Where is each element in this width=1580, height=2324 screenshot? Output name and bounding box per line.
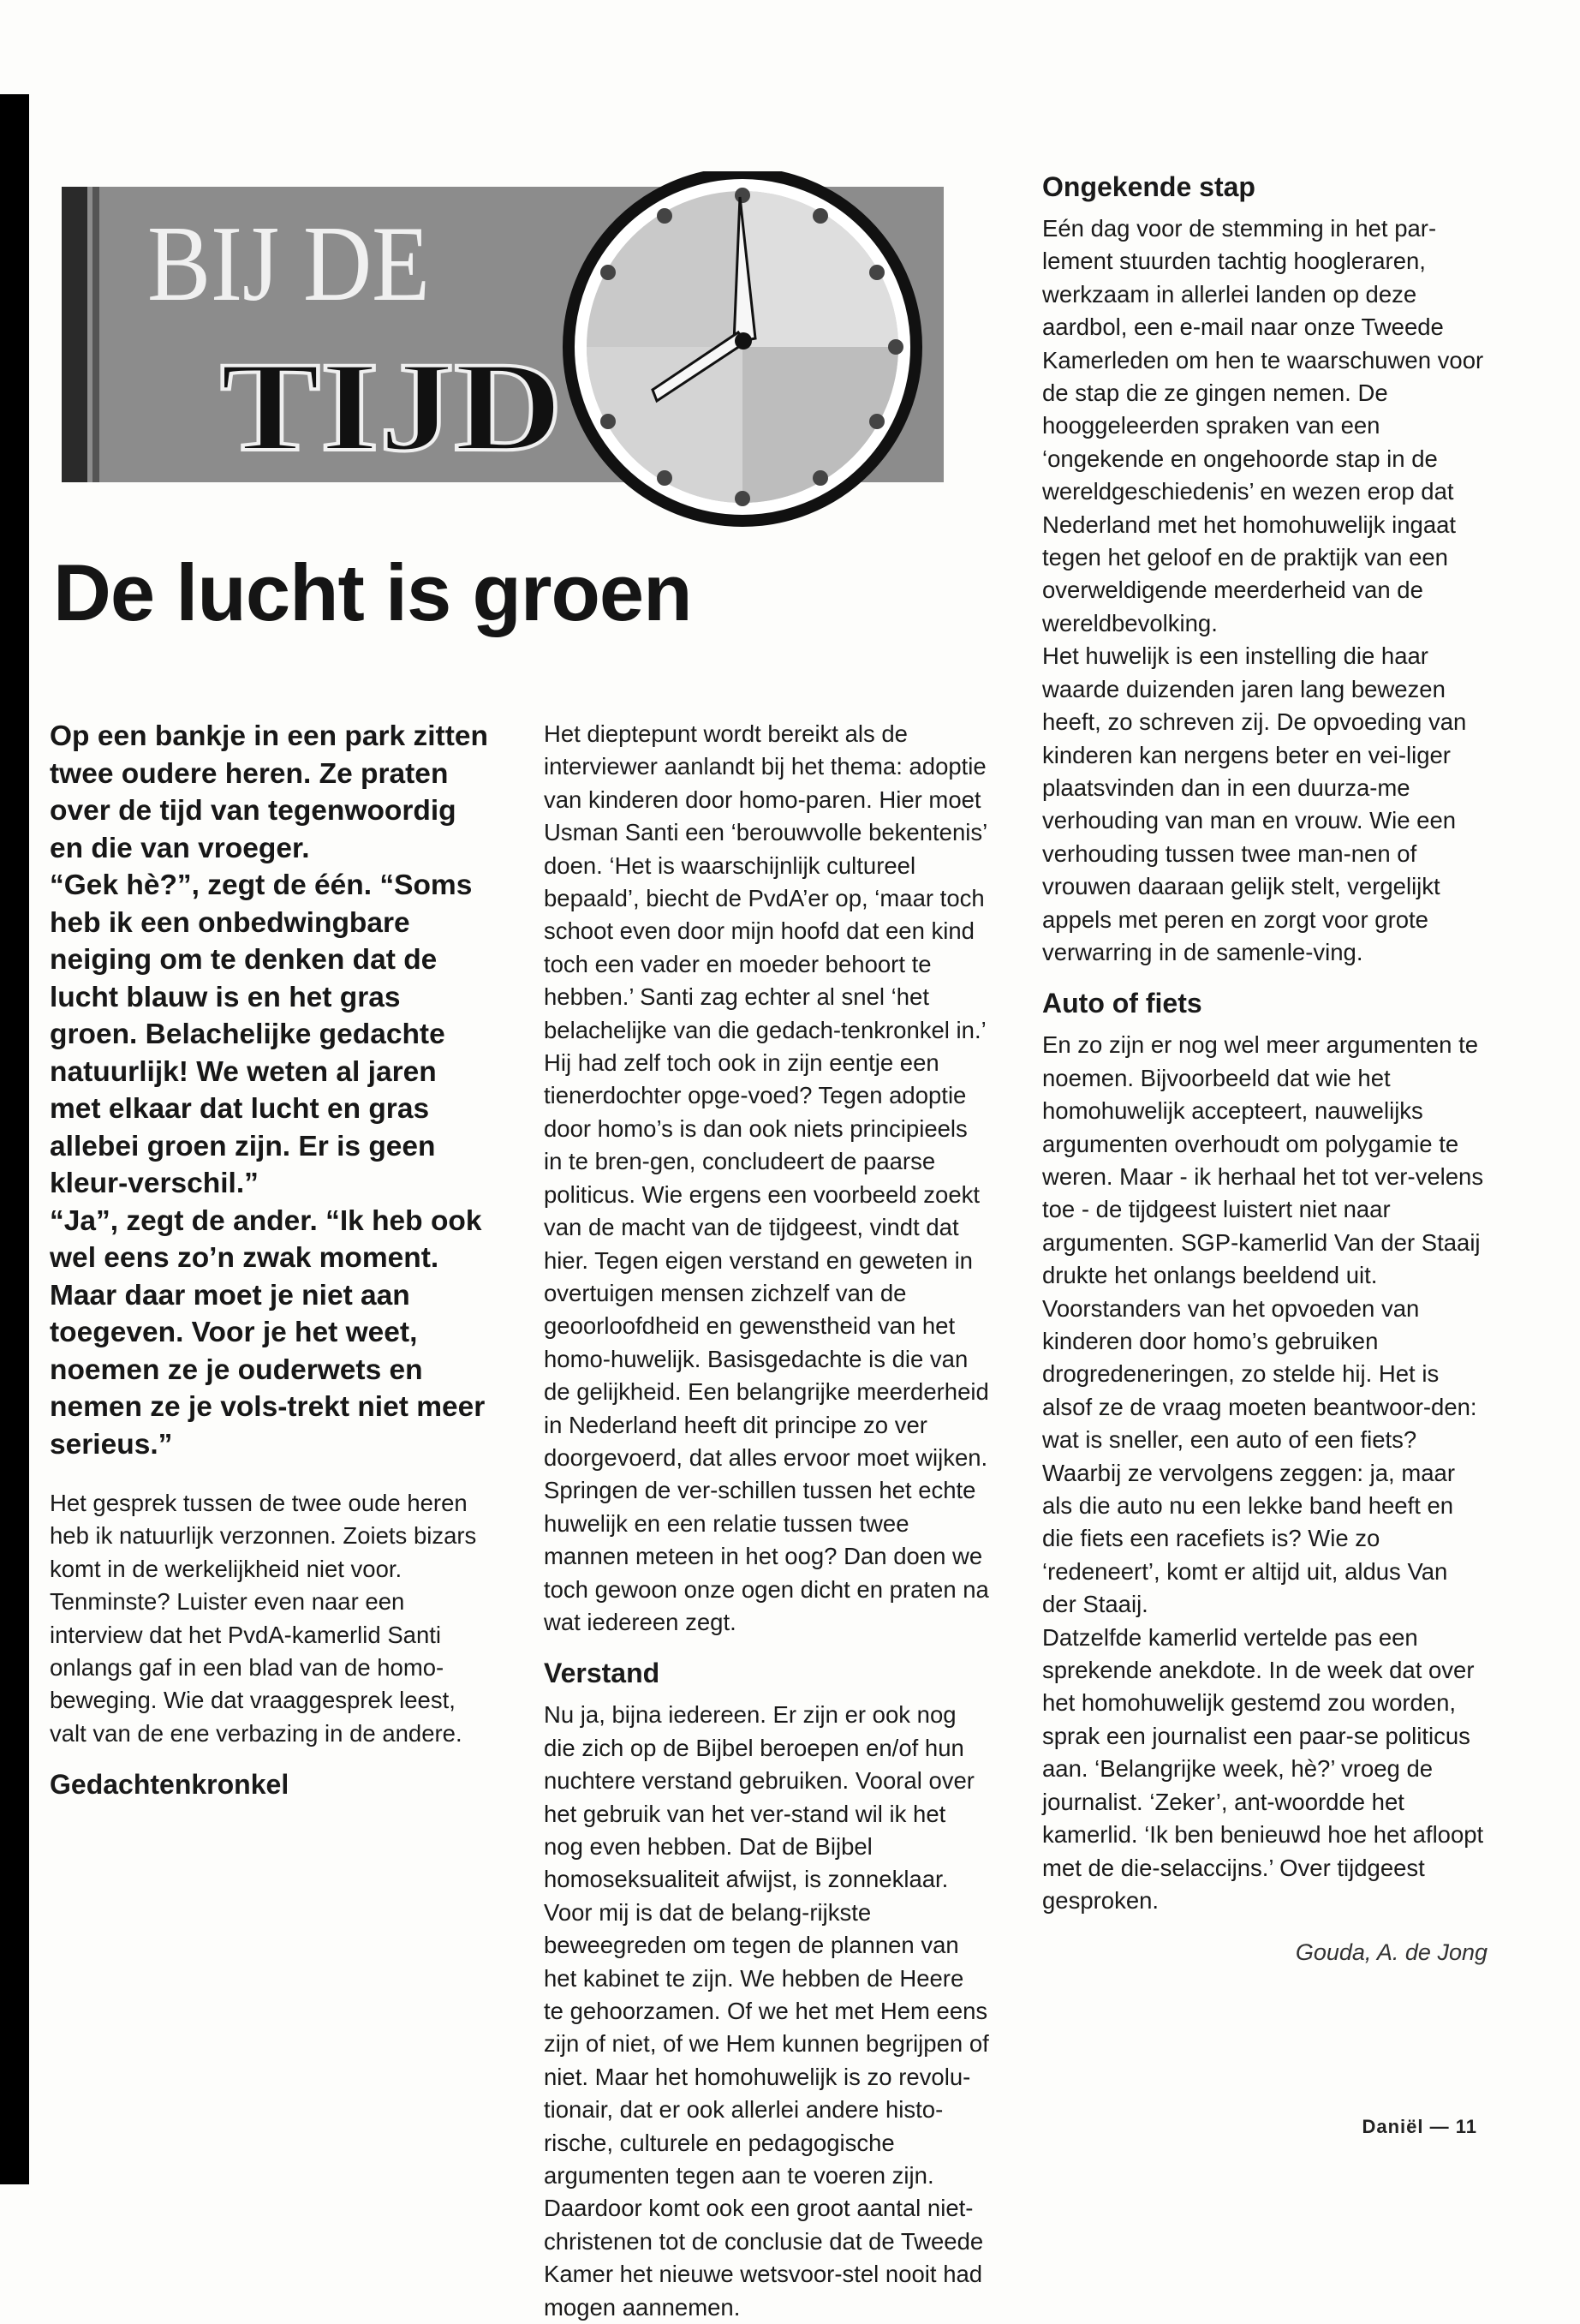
intro-paragraph: Op een bankje in een park zitten twee oudere heren. Ze praten over de tijd van tegenwoordig en die van vroeger. <box>50 720 488 864</box>
clock-icon <box>569 173 916 521</box>
body-paragraph: Nu ja, bijna iedereen. Er zijn er ook nog die zich op de Bijbel beroepen en/of hun nuchtere verstand gebruiken. Vooral over het gebruik van het ver-stand wil ik het nog even hebben. Dat de Bijbel homoseksualiteit afwijst, is zonneklaar. Voor mij is dat de belang-rijkste beweegreden om tegen de plannen van het kabinet te zijn. We hebben de Heere te gehoorzamen. Of we het met Hem eens zijn of niet, of we Hem kunnen begrijpen of niet. Maar het homohuwelijk is zo revolu-tionair, dat er ook allerlei andere histo-rische, culturele en pedagogische argumenten tegen aan te voeren zijn. Daardoor komt ook een groot aantal niet-christenen tot de conclusie dat de Tweede Kamer het nieuwe wetsvoor-stel nooit had mogen aannemen. <box>544 1701 989 2321</box>
body-paragraph: Het dieptepunt wordt bereikt als de interviewer aanlandt bij het thema: adoptie van kinderen door homo-paren. Hier moet Usman Santi een ‘berouwvolle bekentenis’ doen. ‘Het is waarschijnlijk cultureel bepaald’, biecht de PvdA’er op, ‘maar toch schoot even door mijn hoofd dat een kind toch een vader en moeder behoort te hebben.’ Santi zag echter al snel ‘het belachelijke van die gedach-tenkronkel in.’ Hij had zelf toch ook in zijn eentje een tienerdochter opge-voed? Tegen adoptie door homo’s is dan ook niets principieels in te bren-gen, concludeert de paarse politicus. Wie ergens een voorbeeld zoekt van de macht van de tijdgeest, vindt dat hier. Tegen eigen verstand en geweten in overtuigen mensen zichzelf van de geoorloofdheid en gewenstheid van het homo-huwelijk. Basisgedachte is die van de gelijkheid. Een belangrijke meerderheid in Nederland heeft dit principe zo ver doorgevoerd, dat alles ervoor moet wijken. Springen de ver-schillen tussen het echte huwelijk en een relatie tussen twee mannen meteen in het oog? Dan doen we toch gewoon onze ogen dicht en praten na wat iedereen zegt. <box>544 720 989 1635</box>
section-heading-verstand: Verstand <box>544 1658 660 1689</box>
author-signature: Gouda, A. de Jong <box>1295 1939 1488 1966</box>
column-1 <box>50 718 495 1810</box>
body-paragraph: En zo zijn er nog wel meer argumenten te noemen. Bijvoorbeeld dat wie het homohuwelijk accepteert, nauwelijks argumenten overhoudt om polygamie te weren. Maar - ik herhaal het tot ver-velens toe - de tijdgeest luistert niet naar argumenten. SGP-kamerlid Van der Staaij drukte het onlangs beeldend uit. Voorstanders van het opvoeden van kinderen door homo’s gebruiken drogredeneringen, zo stelde hij. Het is alsof ze de vraag moeten beantwoor-den: wat is sneller, een auto of een fiets? Waarbij ze vervolgens zeggen: ja, maar als die auto nu een lekke band heeft en die fiets een racefiets is? Wie zo ‘redeneert’, komt er altijd uit, aldus Van der Staaij. <box>1042 1031 1484 1618</box>
section-heading-gedachtenkronkel: Gedachtenkronkel <box>50 1769 289 1801</box>
body-paragraph: Datzelfde kamerlid vertelde pas een sprekende anekdote. In de week dat over het homohuwelijk gestemd zou worden, sprak een journalist een paar-se politicus aan. ‘Belangrijke week, hè?’ vroeg de journalist. ‘Zeker’, ant-woordde het kamerlid. ‘Ik ben benieuwd hoe het afloopt met de die-selaccijns.’ Over tijdgeest gesproken. <box>1042 1623 1484 1914</box>
intro-paragraph: “Ja”, zegt de ander. “Ik heb ook wel eens zo’n zwak moment. Maar daar moet je niet aan toegeven. Voor je het weet, noemen ze je ouderwets en nemen ze je vols-trekt niet meer serieus.” <box>50 1204 486 1461</box>
section-heading-auto-of-fiets: Auto of fiets <box>1042 988 1202 1019</box>
page-footer: Daniël — 11 <box>1362 2116 1477 2137</box>
section-heading-ongekende-stap: Ongekende stap <box>1042 171 1255 202</box>
column-2 <box>544 718 989 2324</box>
banner-title-line1: BIJ DE <box>147 205 430 324</box>
body-paragraph: Het huwelijk is een instelling die haar waarde duizenden jaren lang bewezen heeft, zo schreven zij. De opvoeding van kinderen kan nergens beter en vei-liger plaatsvinden dan in een duurza-me verhouding van man en vrouw. Wie een verhouding tussen twee man-nen of vrouwen daaraan gelijk stelt, vergelijkt appels met peren en zorgt voor grote verwarring in de samenle-ving. <box>1042 642 1467 965</box>
body-paragraph: Eén dag voor de stemming in het par-lement stuurden tachtig hoogleraren, werkzaam in allerlei landen op deze aardbol, een e-mail naar onze Tweede Kamerleden om hen te waarschuwen voor de stap die ze gingen nemen. De hooggeleerden spraken van een ‘ongekende en ongehoorde stap in de wereldgeschiedenis’ en wezen erop dat Nederland met het homohuwelijk ingaat tegen het geloof en de praktijk van een overweldigende meerderheid van de wereldbevolking. <box>1042 215 1484 636</box>
page-binding-edge <box>0 94 29 2184</box>
column-3 <box>1042 170 1488 1966</box>
article-title: De lucht is groen <box>53 547 692 637</box>
body-paragraph: Het gesprek tussen de twee oude heren heb ik natuurlijk verzonnen. Zoiets bizars komt in de werkelijkheid niet voor. Tenminste? Luister even naar een interview dat het PvdA-kamerlid Santi onlangs gaf in een blad van de homo-beweging. Wie dat vraaggesprek leest, valt van de ene verbazing in de andere. <box>50 1490 477 1747</box>
banner-title-line2: TIJD <box>220 336 563 478</box>
column-banner <box>53 171 944 535</box>
intro-paragraph: “Gek hè?”, zegt de één. “Soms heb ik een onbedwingbare neiging om te denken dat de lucht blauw is en het gras groen. Belachelijke gedachte natuurlijk! We weten al jaren met elkaar dat lucht en gras allebei groen zijn. Er is geen kleur-verschil.” <box>50 869 473 1199</box>
